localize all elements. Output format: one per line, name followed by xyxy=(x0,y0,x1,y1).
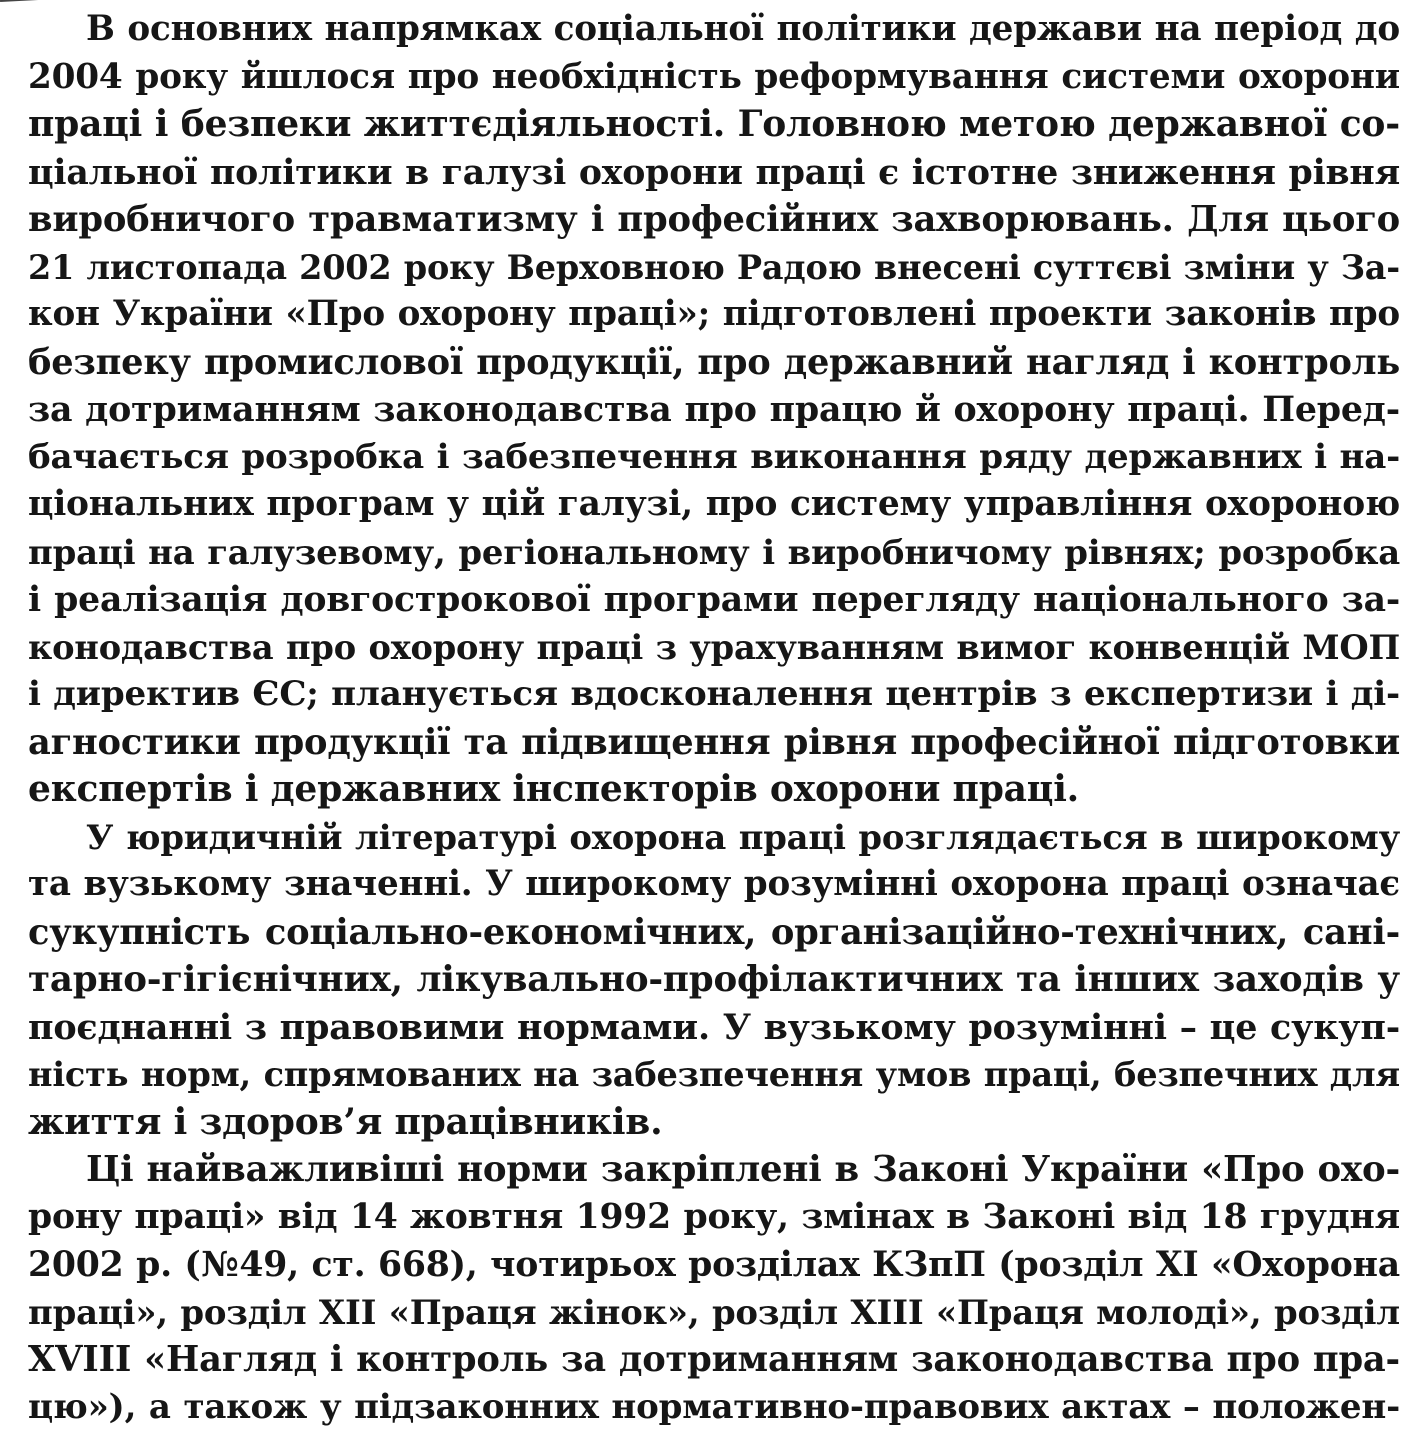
text-line: агностики продукції та підвищення рівня професійної підготовки xyxy=(28,721,1400,763)
text-line: конодавства про охорону праці з урахуванням вимог конвенцій МОП xyxy=(28,626,1400,667)
text-line: В основних напрямках соціальної політики держави на період до xyxy=(86,9,1400,49)
text-line: ціальної політики в галузі охорони праці є істотне зниження рівня xyxy=(28,151,1400,193)
paragraph-legal-definition xyxy=(28,814,1400,1147)
paragraph-social-policy xyxy=(28,6,1400,814)
text-line: безпеку промислової продукції, про державний нагляд і контроль xyxy=(28,341,1400,383)
paragraph-legal-norms xyxy=(28,1146,1400,1429)
text-line: цю»), а також у підзаконних нормативно-правових актах – положен- xyxy=(28,1386,1400,1427)
text-line: життя і здоров’я працівників. xyxy=(28,1100,663,1143)
text-line: і директив ЄС; планується вдосконалення центрів з експертизи і ді- xyxy=(28,674,1400,714)
text-line: праці на галузевому, регіональному і виробничому рівнях; розробка xyxy=(28,531,1400,572)
text-line: тарно-гігієнічних, лікувально-профілактичних та інших заходів у xyxy=(28,959,1400,1000)
text-line: 2004 року йшлося про необхідність реформування системи охорони xyxy=(28,56,1400,97)
text-line: праці», розділ XII «Праця жінок», розділ XIII «Праця молоді», розділ xyxy=(28,1291,1400,1332)
text-line: експертів і державних інспекторів охорони праці. xyxy=(28,768,1080,810)
text-line: за дотриманням законодавства про працю й охорону праці. Перед- xyxy=(28,389,1400,430)
text-line: кон України «Про охорону праці»; підготовлені проекти законів про xyxy=(28,294,1400,334)
text-line: праці і безпеки життєдіяльності. Головною метою державної со- xyxy=(28,103,1400,145)
text-line: ність норм, спрямованих на забезпечення умов праці, безпечних для xyxy=(28,1054,1400,1094)
text-line: виробничого травматизму і професійних захворювань. Для цього xyxy=(28,199,1400,240)
text-line: і реалізація довгострокової програми перегляду національного за- xyxy=(28,579,1400,620)
text-line: поєднанні з правовими нормами. У вузькому розумінні – це сукуп- xyxy=(28,1006,1400,1048)
text-line: бачається розробка і забезпечення виконання ряду державних і на- xyxy=(28,436,1400,477)
text-line: 21 листопада 2002 року Верховною Радою внесені суттєві зміни у За- xyxy=(28,247,1400,287)
text-line: XVIII «Нагляд і контроль за дотриманням законодавства про пра- xyxy=(28,1339,1400,1380)
text-line: та вузькому значенні. У широкому розумінні охорона праці означає xyxy=(28,864,1400,904)
text-line: 2002 р. (№49, ст. 668), чотирьох розділах КЗпП (розділ XI «Охорона xyxy=(28,1244,1400,1285)
body-text xyxy=(28,6,1400,1429)
text-line: рону праці» від 14 жовтня 1992 року, змінах в Законі від 18 грудня xyxy=(28,1196,1400,1237)
text-line: сукупність соціально-економічних, організаційно-технічних, сані- xyxy=(28,911,1400,953)
text-line: ціональних програм у цій галузі, про систему управління охороною xyxy=(28,484,1400,524)
text-line: Ці найважливіші норми закріплені в Законі України «Про охо- xyxy=(86,1149,1400,1190)
text-line: У юридичній літературі охорона праці розглядається в широкому xyxy=(86,816,1400,857)
